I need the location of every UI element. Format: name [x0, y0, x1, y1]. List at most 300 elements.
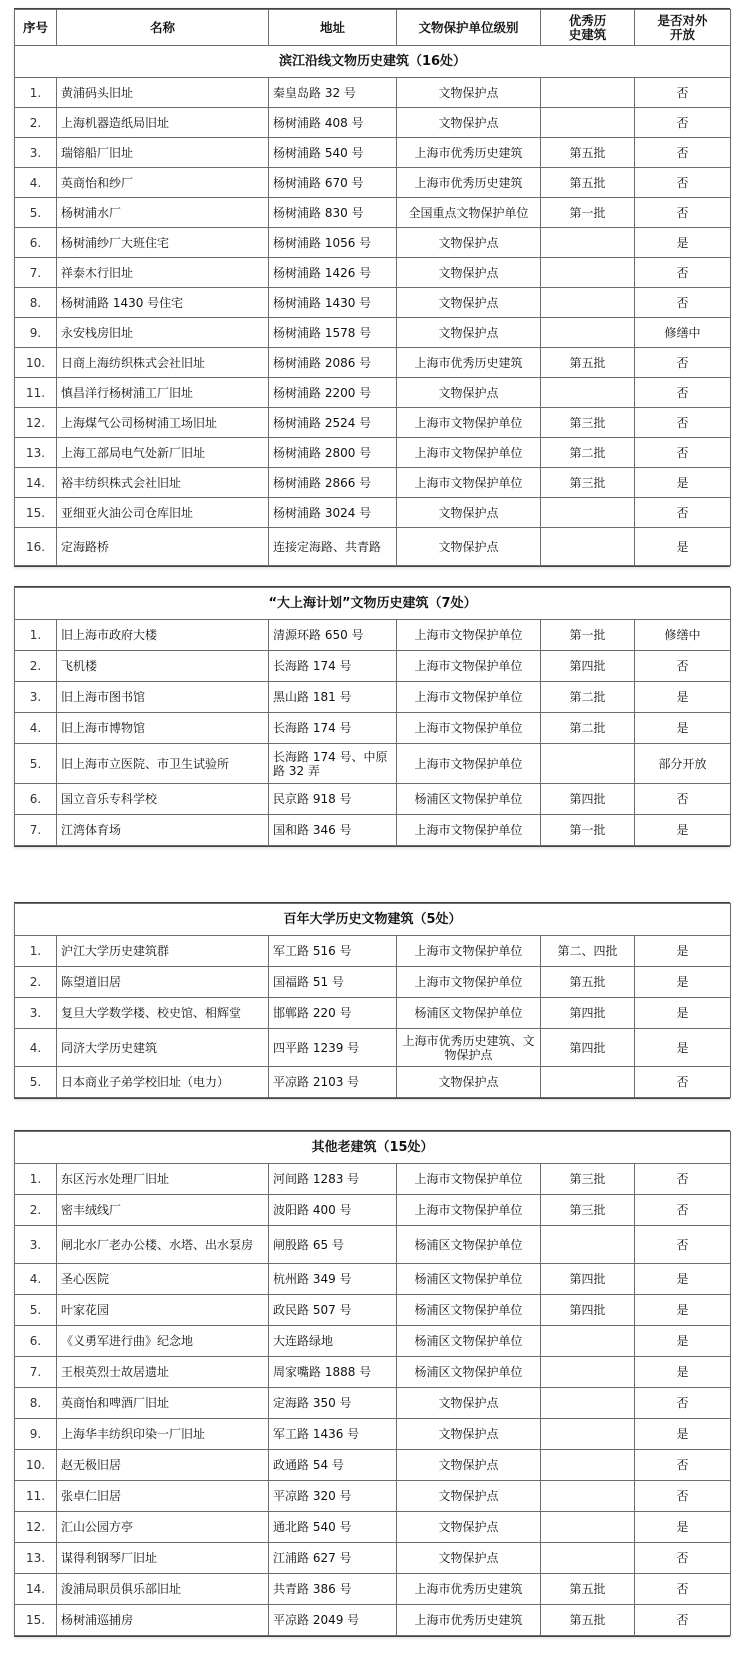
building-address: 连接定海路、共青路: [269, 528, 397, 566]
row-number: 6.: [15, 228, 57, 258]
row-number: 6.: [15, 784, 57, 815]
row-number: 14.: [15, 468, 57, 498]
row-number: 14.: [15, 1574, 57, 1605]
row-number: 1.: [15, 1164, 57, 1195]
open-status: 否: [635, 288, 731, 318]
table-row: [15, 1543, 731, 1574]
heritage-batch: [541, 108, 635, 138]
table-row: [15, 784, 731, 815]
row-number: 4.: [15, 713, 57, 744]
header-no: 序号: [15, 10, 57, 46]
protection-level: 文物保护点: [397, 1419, 541, 1450]
table-row: [15, 1605, 731, 1636]
building-address: 周家嘴路 1888 号: [269, 1357, 397, 1388]
building-name: 旧上海市政府大楼: [57, 620, 269, 651]
open-status: 是: [635, 1029, 731, 1067]
heritage-batch: [541, 1481, 635, 1512]
protection-level: 文物保护点: [397, 498, 541, 528]
building-name: 慎昌洋行杨树浦工厂旧址: [57, 378, 269, 408]
section-greater-shanghai-plan: [14, 586, 730, 847]
building-name: 沪江大学历史建筑群: [57, 936, 269, 967]
protection-level: 上海市优秀历史建筑: [397, 1605, 541, 1636]
protection-level: 杨浦区文物保护单位: [397, 784, 541, 815]
open-status: 是: [635, 1295, 731, 1326]
row-number: 7.: [15, 1357, 57, 1388]
building-address: 大连路绿地: [269, 1326, 397, 1357]
protection-level: 上海市文物保护单位: [397, 1164, 541, 1195]
row-number: 13.: [15, 438, 57, 468]
building-name: 旧上海市立医院、市卫生试验所: [57, 744, 269, 784]
building-name: 赵无极旧居: [57, 1450, 269, 1481]
protection-level: 文物保护点: [397, 108, 541, 138]
heritage-batch: [541, 498, 635, 528]
heritage-batch: [541, 1326, 635, 1357]
table-row: [15, 1295, 731, 1326]
heritage-batch: 第四批: [541, 784, 635, 815]
building-name: 定海路桥: [57, 528, 269, 566]
row-number: 11.: [15, 378, 57, 408]
protection-level: 文物保护点: [397, 1543, 541, 1574]
open-status: 修缮中: [635, 318, 731, 348]
building-address: 政民路 507 号: [269, 1295, 397, 1326]
building-address: 波阳路 400 号: [269, 1195, 397, 1226]
protection-level: 上海市文物保护单位: [397, 651, 541, 682]
open-status: 是: [635, 1419, 731, 1450]
row-number: 16.: [15, 528, 57, 566]
heritage-batch: [541, 744, 635, 784]
open-status: 否: [635, 1226, 731, 1264]
heritage-batch: 第五批: [541, 348, 635, 378]
heritage-batch: [541, 1357, 635, 1388]
building-name: 复旦大学数学楼、校史馆、相辉堂: [57, 998, 269, 1029]
building-address: 杨树浦路 540 号: [269, 138, 397, 168]
building-name: 同济大学历史建筑: [57, 1029, 269, 1067]
protection-level: 上海市文物保护单位: [397, 713, 541, 744]
building-address: 杨树浦路 2800 号: [269, 438, 397, 468]
table-row: [15, 713, 731, 744]
table-row: [15, 1512, 731, 1543]
row-number: 7.: [15, 815, 57, 846]
open-status: 是: [635, 967, 731, 998]
open-status: 是: [635, 1357, 731, 1388]
protection-level: 文物保护点: [397, 258, 541, 288]
building-name: 上海煤气公司杨树浦工场旧址: [57, 408, 269, 438]
building-name: 密丰绒线厂: [57, 1195, 269, 1226]
building-address: 邯郸路 220 号: [269, 998, 397, 1029]
building-address: 江浦路 627 号: [269, 1543, 397, 1574]
table-row: [15, 1419, 731, 1450]
table-waterfront: [14, 9, 731, 566]
heritage-batch: 第三批: [541, 1164, 635, 1195]
protection-level: 文物保护点: [397, 1481, 541, 1512]
building-name: 祥泰木行旧址: [57, 258, 269, 288]
building-name: 东区污水处理厂旧址: [57, 1164, 269, 1195]
building-address: 秦皇岛路 32 号: [269, 78, 397, 108]
open-status: 是: [635, 713, 731, 744]
row-number: 2.: [15, 967, 57, 998]
heritage-batch: 第二批: [541, 682, 635, 713]
open-status: 是: [635, 1264, 731, 1295]
open-status: 否: [635, 1605, 731, 1636]
building-address: 杨树浦路 2524 号: [269, 408, 397, 438]
table-row: [15, 78, 731, 108]
protection-level: 上海市文物保护单位: [397, 620, 541, 651]
heritage-batch: [541, 228, 635, 258]
protection-level: 文物保护点: [397, 78, 541, 108]
building-address: 四平路 1239 号: [269, 1029, 397, 1067]
protection-level: 上海市文物保护单位: [397, 967, 541, 998]
open-status: 否: [635, 78, 731, 108]
protection-level: 全国重点文物保护单位: [397, 198, 541, 228]
open-status: 是: [635, 528, 731, 566]
building-name: 英商怡和啤酒厂旧址: [57, 1388, 269, 1419]
table-row: [15, 1264, 731, 1295]
heritage-batch: [541, 318, 635, 348]
building-name: 杨树浦水厂: [57, 198, 269, 228]
row-number: 5.: [15, 198, 57, 228]
section-rows: [15, 620, 731, 846]
section-title: 滨江沿线文物历史建筑（16处）: [15, 46, 731, 78]
building-name: 杨树浦纱厂大班住宅: [57, 228, 269, 258]
row-number: 10.: [15, 348, 57, 378]
table-row: [15, 108, 731, 138]
heritage-batch: [541, 1388, 635, 1419]
section-title: 百年大学历史文物建筑（5处）: [15, 904, 731, 936]
building-address: 平凉路 320 号: [269, 1481, 397, 1512]
header-heritage-line2: 史建筑: [568, 26, 607, 42]
section-title: “大上海计划”文物历史建筑（7处）: [15, 588, 731, 620]
table-row: [15, 1450, 731, 1481]
building-name: 亚细亚火油公司仓库旧址: [57, 498, 269, 528]
heritage-batch: 第四批: [541, 1295, 635, 1326]
heritage-batch: 第三批: [541, 468, 635, 498]
building-name: 旧上海市博物馆: [57, 713, 269, 744]
table-other-old-buildings: [14, 1131, 731, 1636]
building-name: 汇山公园方亭: [57, 1512, 269, 1543]
table-row: [15, 1388, 731, 1419]
table-university-heritage: [14, 903, 731, 1098]
building-name: 浚浦局职员俱乐部旧址: [57, 1574, 269, 1605]
building-address: 共青路 386 号: [269, 1574, 397, 1605]
table-row: [15, 528, 731, 566]
open-status: 是: [635, 998, 731, 1029]
open-status: 否: [635, 138, 731, 168]
heritage-batch: [541, 258, 635, 288]
table-row: [15, 138, 731, 168]
building-name: 日商上海纺织株式会社旧址: [57, 348, 269, 378]
heritage-batch: 第一批: [541, 620, 635, 651]
protection-level: 杨浦区文物保护单位: [397, 1357, 541, 1388]
table-row: [15, 288, 731, 318]
header-address: 地址: [269, 10, 397, 46]
table-row: [15, 498, 731, 528]
building-address: 军工路 1436 号: [269, 1419, 397, 1450]
open-status: 否: [635, 1164, 731, 1195]
heritage-batch: [541, 1067, 635, 1098]
open-status: 否: [635, 1195, 731, 1226]
building-address: 定海路 350 号: [269, 1388, 397, 1419]
building-address: 长海路 174 号: [269, 713, 397, 744]
table-header-row: [15, 10, 731, 46]
building-address: 闸殷路 65 号: [269, 1226, 397, 1264]
table-row: [15, 1574, 731, 1605]
row-number: 4.: [15, 1264, 57, 1295]
building-address: 杨树浦路 830 号: [269, 198, 397, 228]
building-name: 国立音乐专科学校: [57, 784, 269, 815]
table-row: [15, 744, 731, 784]
building-address: 杨树浦路 670 号: [269, 168, 397, 198]
building-name: 叶家花园: [57, 1295, 269, 1326]
open-status: 是: [635, 228, 731, 258]
protection-level: 文物保护点: [397, 1450, 541, 1481]
building-address: 平凉路 2049 号: [269, 1605, 397, 1636]
table-row: [15, 168, 731, 198]
heritage-batch: 第四批: [541, 998, 635, 1029]
table-row: [15, 1357, 731, 1388]
open-status: 否: [635, 168, 731, 198]
section-title-row: [15, 46, 731, 78]
protection-level: 上海市文物保护单位: [397, 468, 541, 498]
row-number: 8.: [15, 1388, 57, 1419]
table-row: [15, 1164, 731, 1195]
open-status: 否: [635, 1067, 731, 1098]
row-number: 2.: [15, 651, 57, 682]
building-address: 杨树浦路 3024 号: [269, 498, 397, 528]
building-name: 上海华丰纺织印染一厂旧址: [57, 1419, 269, 1450]
building-address: 平凉路 2103 号: [269, 1067, 397, 1098]
heritage-batch: 第四批: [541, 651, 635, 682]
building-address: 杨树浦路 1426 号: [269, 258, 397, 288]
section-title-row: [15, 1132, 731, 1164]
heritage-batch: 第五批: [541, 1574, 635, 1605]
building-name: 上海机器造纸局旧址: [57, 108, 269, 138]
protection-level: 杨浦区文物保护单位: [397, 1326, 541, 1357]
table-row: [15, 967, 731, 998]
protection-level: 上海市优秀历史建筑: [397, 138, 541, 168]
row-number: 3.: [15, 1226, 57, 1264]
building-name: 旧上海市图书馆: [57, 682, 269, 713]
heritage-batch: [541, 1419, 635, 1450]
protection-level: 上海市文物保护单位: [397, 744, 541, 784]
row-number: 1.: [15, 78, 57, 108]
open-status: 否: [635, 438, 731, 468]
row-number: 13.: [15, 1543, 57, 1574]
row-number: 2.: [15, 1195, 57, 1226]
table-row: [15, 998, 731, 1029]
row-number: 15.: [15, 498, 57, 528]
building-name: 张卓仁旧居: [57, 1481, 269, 1512]
building-address: 杨树浦路 1056 号: [269, 228, 397, 258]
row-number: 7.: [15, 258, 57, 288]
heritage-batch: [541, 528, 635, 566]
row-number: 8.: [15, 288, 57, 318]
open-status: 部分开放: [635, 744, 731, 784]
table-row: [15, 408, 731, 438]
building-address: 杨树浦路 1430 号: [269, 288, 397, 318]
heritage-batch: 第一批: [541, 198, 635, 228]
row-number: 3.: [15, 682, 57, 713]
open-status: 否: [635, 348, 731, 378]
section-rows: [15, 1164, 731, 1636]
building-name: 黄浦码头旧址: [57, 78, 269, 108]
building-address: 军工路 516 号: [269, 936, 397, 967]
heritage-batch: [541, 1226, 635, 1264]
row-number: 9.: [15, 318, 57, 348]
building-address: 杨树浦路 2200 号: [269, 378, 397, 408]
row-number: 1.: [15, 620, 57, 651]
row-number: 12.: [15, 1512, 57, 1543]
building-name: 陈望道旧居: [57, 967, 269, 998]
header-level: 文物保护单位级别: [397, 10, 541, 46]
open-status: 否: [635, 1388, 731, 1419]
heritage-batch: [541, 1512, 635, 1543]
building-name: 上海工部局电气处新厂旧址: [57, 438, 269, 468]
building-address: 长海路 174 号、中原路 32 弄: [269, 744, 397, 784]
protection-level: 文物保护点: [397, 288, 541, 318]
row-number: 15.: [15, 1605, 57, 1636]
building-address: 国福路 51 号: [269, 967, 397, 998]
building-name: 杨树浦路 1430 号住宅: [57, 288, 269, 318]
open-status: 否: [635, 784, 731, 815]
heritage-batch: 第四批: [541, 1264, 635, 1295]
building-name: 裕丰纺织株式会社旧址: [57, 468, 269, 498]
section-rows: [15, 78, 731, 566]
open-status: 否: [635, 498, 731, 528]
heritage-batch: 第二批: [541, 713, 635, 744]
building-address: 杭州路 349 号: [269, 1264, 397, 1295]
building-address: 河间路 1283 号: [269, 1164, 397, 1195]
section-title: 其他老建筑（15处）: [15, 1132, 731, 1164]
heritage-batch: [541, 1543, 635, 1574]
protection-level: 上海市文物保护单位: [397, 438, 541, 468]
open-status: 否: [635, 651, 731, 682]
open-status: 修缮中: [635, 620, 731, 651]
table-row: [15, 651, 731, 682]
open-status: 是: [635, 468, 731, 498]
row-number: 11.: [15, 1481, 57, 1512]
table-row: [15, 438, 731, 468]
row-number: 4.: [15, 1029, 57, 1067]
protection-level: 文物保护点: [397, 228, 541, 258]
heritage-batch: 第二批: [541, 438, 635, 468]
section-university-heritage: [14, 902, 730, 1099]
building-address: 清源环路 650 号: [269, 620, 397, 651]
table-row: [15, 198, 731, 228]
building-address: 政通路 54 号: [269, 1450, 397, 1481]
open-status: 是: [635, 815, 731, 846]
row-number: 10.: [15, 1450, 57, 1481]
heritage-batch: 第三批: [541, 1195, 635, 1226]
building-address: 通北路 540 号: [269, 1512, 397, 1543]
row-number: 4.: [15, 168, 57, 198]
protection-level: 上海市文物保护单位: [397, 1195, 541, 1226]
open-status: 否: [635, 1574, 731, 1605]
protection-level: 上海市优秀历史建筑: [397, 168, 541, 198]
row-number: 2.: [15, 108, 57, 138]
protection-level: 文物保护点: [397, 1512, 541, 1543]
row-number: 3.: [15, 138, 57, 168]
open-status: 是: [635, 1326, 731, 1357]
table-row: [15, 1029, 731, 1067]
heritage-batch: [541, 378, 635, 408]
header-open-line1: 是否对外: [657, 12, 708, 28]
heritage-batch: 第四批: [541, 1029, 635, 1067]
table-row: [15, 1195, 731, 1226]
heritage-batch: [541, 78, 635, 108]
protection-level: 上海市文物保护单位: [397, 936, 541, 967]
protection-level: 杨浦区文物保护单位: [397, 1226, 541, 1264]
heritage-batch: 第五批: [541, 168, 635, 198]
header-heritage-line1: 优秀历: [568, 12, 607, 28]
building-name: 闸北水厂老办公楼、水塔、出水泵房: [57, 1226, 269, 1264]
building-address: 杨树浦路 1578 号: [269, 318, 397, 348]
heritage-batch: 第五批: [541, 967, 635, 998]
building-name: 谋得利钢琴厂旧址: [57, 1543, 269, 1574]
open-status: 否: [635, 1450, 731, 1481]
building-name: 《义勇军进行曲》纪念地: [57, 1326, 269, 1357]
row-number: 5.: [15, 1067, 57, 1098]
table-row: [15, 378, 731, 408]
table-row: [15, 468, 731, 498]
section-rows: [15, 936, 731, 1098]
open-status: 否: [635, 258, 731, 288]
table-row: [15, 620, 731, 651]
building-address: 杨树浦路 2086 号: [269, 348, 397, 378]
header-open: [635, 10, 731, 46]
table-row: [15, 1481, 731, 1512]
protection-level: 文物保护点: [397, 1067, 541, 1098]
row-number: 5.: [15, 744, 57, 784]
header-open-line2: 开放: [669, 26, 695, 42]
row-number: 1.: [15, 936, 57, 967]
table-row: [15, 1067, 731, 1098]
protection-level: 杨浦区文物保护单位: [397, 1295, 541, 1326]
heritage-batch: 第一批: [541, 815, 635, 846]
building-name: 飞机楼: [57, 651, 269, 682]
building-name: 杨树浦巡捕房: [57, 1605, 269, 1636]
building-name: 英商怡和纱厂: [57, 168, 269, 198]
section-title-row: [15, 588, 731, 620]
open-status: 否: [635, 1481, 731, 1512]
section-title-row: [15, 904, 731, 936]
table-row: [15, 1326, 731, 1357]
heritage-batch: 第五批: [541, 138, 635, 168]
table-greater-shanghai-plan: [14, 587, 731, 846]
protection-level: 文物保护点: [397, 318, 541, 348]
header-heritage: [541, 10, 635, 46]
building-address: 黑山路 181 号: [269, 682, 397, 713]
open-status: 否: [635, 408, 731, 438]
row-number: 3.: [15, 998, 57, 1029]
row-number: 12.: [15, 408, 57, 438]
table-row: [15, 936, 731, 967]
table-row: [15, 258, 731, 288]
building-name: 王根英烈士故居遗址: [57, 1357, 269, 1388]
protection-level: 上海市优秀历史建筑: [397, 348, 541, 378]
open-status: 是: [635, 1512, 731, 1543]
table-row: [15, 682, 731, 713]
building-address: 国和路 346 号: [269, 815, 397, 846]
row-number: 6.: [15, 1326, 57, 1357]
building-name: 江湾体育场: [57, 815, 269, 846]
heritage-batch: 第三批: [541, 408, 635, 438]
building-name: 永安栈房旧址: [57, 318, 269, 348]
protection-level: 杨浦区文物保护单位: [397, 1264, 541, 1295]
protection-level: 上海市文物保护单位: [397, 815, 541, 846]
row-number: 5.: [15, 1295, 57, 1326]
open-status: 否: [635, 1543, 731, 1574]
table-row: [15, 318, 731, 348]
